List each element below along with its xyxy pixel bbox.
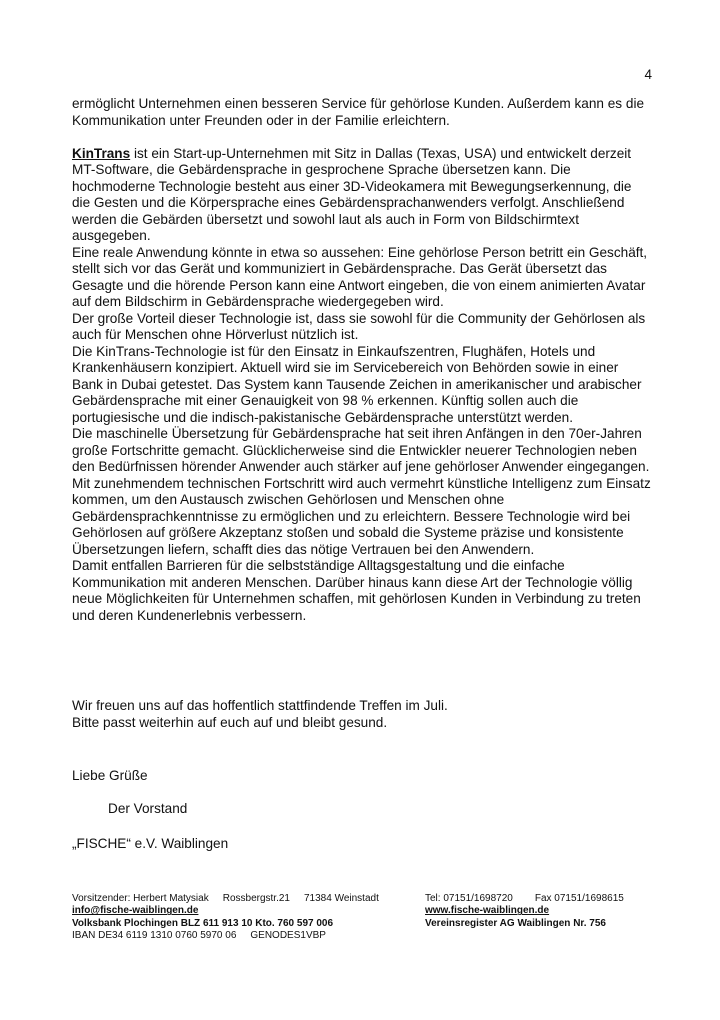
- paragraph-gap: [72, 129, 652, 146]
- greeting: Liebe Grüße: [72, 768, 148, 783]
- footer-bank: Volksbank Plochingen BLZ 611 913 10 Kto. 760 597 006: [72, 917, 334, 929]
- kintrans-text: ist ein Start-up-Unternehmen mit Sitz in Dallas (Texas, USA) und entwickelt derzeit MT-Software, die Gebärdensprache in gesprochene Sprache übersetzen kann. Die hochmoderne Technologie besteht aus einer 3D-Videokamera mit Bewegungserkennung, die die Gesten und die Körpersprache eines Gebärdensprachanwenders verfolgt. Anschließend werden die Gebärden übersetzt und sowohl laut als auch in Form von Bildschirmtext ausgegeben.: [72, 145, 632, 243]
- paragraph-advantage: Der große Vorteil dieser Technologie ist, dass sie sowohl für die Community der Gehörlosen als auch für Menschen ohne Hörverlust nützlich ist.: [72, 310, 646, 342]
- footer-street: Rossbergstr.21: [222, 893, 290, 904]
- footer-chair: Vorsitzender: Herbert Matysiak: [72, 893, 209, 904]
- paragraph-future: Mit zunehmendem technischen Fortschritt wird auch vermehrt künstliche Intelligenz zum Einsatz kommen, um den Austausch zwischen Gehörlosen und Menschen ohne Gebärdensprachkenntnisse zu ermöglichen und zu erleichtern. Bessere Technologie wird bei Gehörlosen auf größere Akzeptanz stoßen und sobald die Systeme präzise und konsistente Übersetzungen liefern, schafft dies das nötige Vertrauen bei den Anwendern.: [72, 475, 651, 557]
- footer-iban-line: [72, 930, 424, 942]
- paragraph-usage: Die KinTrans-Technologie ist für den Einsatz in Einkaufszentren, Flughäfen, Hotels und Krankenhäusern konzipiert. Aktuell wird sie im Servicebereich von Behörden sowie in einer Bank in Dubai getestet. Das System kann Tausende Zeichen in amerikanischer und arabischer Gebärdensprache mit einer Genauigkeit von 98 % erkennen. Künftig sollen auch die portugiesische und die indisch-pakistanische Gebärdensprache unterstützt werden.: [72, 343, 642, 425]
- letter-body: [72, 96, 652, 624]
- footer-right-column: [425, 893, 655, 930]
- footer-bic: GENODES1VBP: [250, 930, 326, 942]
- footer-phone-line: [425, 893, 655, 905]
- closing-line-2: Bitte passt weiterhin auf euch auf und bleibt gesund.: [72, 715, 388, 730]
- closing-line-1: Wir freuen uns auf das hoffentlich stattfindende Treffen im Juli.: [72, 698, 448, 713]
- footer-website-link[interactable]: www.fische-waiblingen.de: [425, 905, 550, 917]
- page-number: 4: [644, 67, 652, 82]
- footer-address-line: [72, 893, 424, 905]
- paragraph-barriers: Damit entfallen Barrieren für die selbstständige Alltagsgestaltung und die einfache Kommunikation mit anderen Menschen. Darüber hinaus kann diese Art der Technologie völlig neue Möglichkeiten für Unternehmen schaffen, mit gehörlosen Kunden in Verbindung zu treten und deren Kundenerlebnis verbessern.: [72, 558, 641, 623]
- board-signature: Der Vorstand: [108, 801, 188, 816]
- footer-fax: Fax 07151/1698615: [534, 893, 624, 904]
- club-name: „FISCHE“ e.V. Waiblingen: [72, 836, 229, 851]
- footer-tel: Tel: 07151/1698720: [425, 893, 513, 904]
- footer-left-column: [72, 893, 424, 943]
- paragraph-kintrans: [72, 146, 652, 245]
- footer-register: Vereinsregister AG Waiblingen Nr. 756: [425, 917, 606, 929]
- paragraph-intro: ermöglicht Unternehmen einen besseren Service für gehörlose Kunden. Außerdem kann es die Kommunikation unter Freunden oder in der Familie erleichtern.: [72, 96, 645, 128]
- paragraph-progress: Die maschinelle Übersetzung für Gebärdensprache hat seit ihren Anfängen in den 70er-Jahren große Fortschritte gemacht. Glücklicherweise sind die Entwickler neuerer Technologien neben den Bedürfnissen hörender Anwender auch stärker auf jene gehörloser Anwender eingegangen.: [72, 426, 650, 474]
- footer-city: 71384 Weinstadt: [303, 893, 379, 904]
- kintrans-link[interactable]: KinTrans: [72, 145, 131, 161]
- footer-email-link[interactable]: info@fische-waiblingen.de: [72, 905, 199, 917]
- closing-remarks: [72, 697, 652, 731]
- paragraph-application: Eine reale Anwendung könnte in etwa so aussehen: Eine gehörlose Person betritt ein Geschäft, stellt sich vor das Gerät und kommuniziert in Gebärdensprache. Das Gerät übersetzt das Gesagte und die hörende Person kann eine Antwort eingeben, die von einem animierten Avatar auf dem Bildschirm in Gebärdensprache wiedergegeben wird.: [72, 244, 648, 309]
- footer-iban: IBAN DE34 6119 1310 0760 5970 06: [72, 930, 237, 942]
